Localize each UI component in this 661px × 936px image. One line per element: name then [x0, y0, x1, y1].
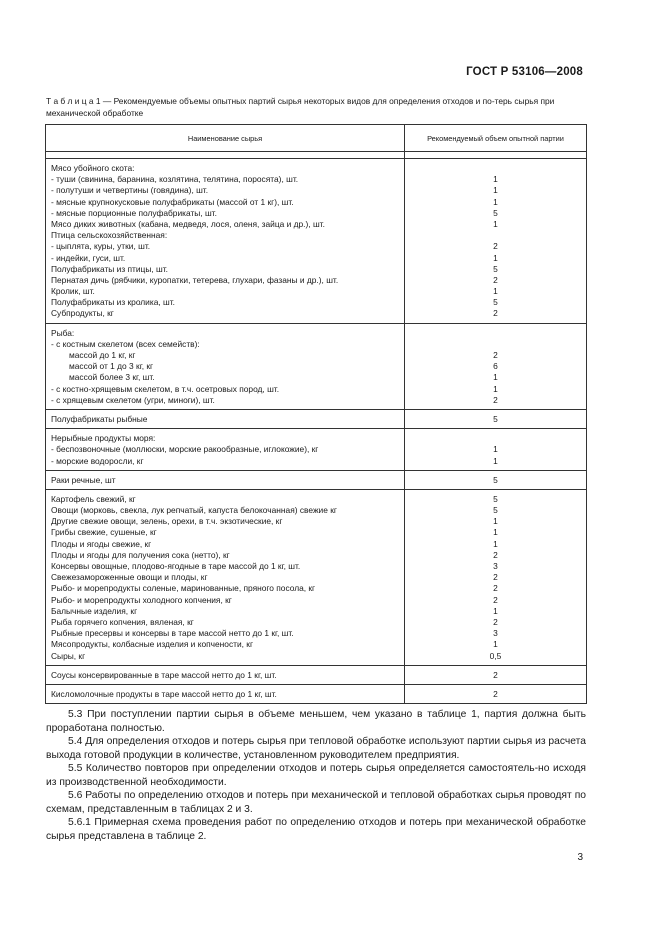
paragraph-5-3: 5.3 При поступлении партии сырья в объеме меньшем, чем указано в таблице 1, партия должна быть проработана полностью.	[46, 709, 586, 734]
table-group-row	[46, 159, 587, 324]
recommended-volume: 2	[493, 350, 498, 360]
raw-material-name: - с костным скелетом (всех семейств):	[51, 338, 200, 349]
paragraph-5-6: 5.6 Работы по определению отходов и потерь при механической и тепловой обработках сырья проводят по схемам, представленным в таблицах 2 и 3.	[46, 790, 586, 815]
raw-material-name: Свежезамороженные овощи и плоды, кг	[51, 572, 208, 583]
table-group-row	[46, 429, 587, 471]
recommended-volume: 3	[493, 561, 498, 571]
recommended-volume: 1	[493, 185, 498, 196]
raw-material-name: - мясные крупнокусковые полуфабрикаты (массой от 1 кг), шт.	[51, 196, 294, 207]
raw-material-name: - индейки, гуси, шт.	[51, 252, 126, 263]
raw-material-name: - с костно-хрящевым скелетом, в т.ч. осетровых пород, шт.	[51, 383, 280, 394]
raw-material-name: Кисломолочные продукты в таре массой нетто до 1 кг, шт.	[51, 688, 277, 699]
paragraph-5-5: 5.5 Количество повторов при определении отходов и потерь сырья определяется самостоятель-но исходя из производственной необходимости.	[46, 763, 586, 788]
recommended-volume: 1	[493, 516, 498, 527]
raw-material-name: - с хрящевым скелетом (угри, миноги), шт.	[51, 394, 215, 405]
raw-material-name: Раки речные, шт	[51, 474, 116, 485]
raw-material-name: Сыры, кг	[51, 650, 86, 661]
raw-material-name: Соусы консервированные в таре массой нетто до 1 кг, шт.	[51, 669, 277, 680]
group-names-cell	[46, 323, 405, 409]
recommended-volume	[405, 433, 586, 444]
recommended-volume: 1	[493, 605, 498, 616]
recommended-volume: 2	[493, 616, 498, 627]
raw-material-name: Балычные изделия, кг	[51, 605, 138, 616]
recommended-volume: 2	[493, 583, 498, 594]
page-number: 3	[577, 852, 583, 863]
recommended-volume	[405, 328, 586, 339]
recommended-volume: 1	[493, 252, 498, 263]
raw-material-name: Консервы овощные, плодово-ягодные в таре массой до 1 кг, шт.	[51, 561, 301, 571]
raw-material-name: - морские водоросли, кг	[51, 455, 144, 466]
recommended-volume	[405, 163, 586, 174]
group-values-cell	[405, 323, 587, 409]
raw-material-name: Субпродукты, кг	[51, 308, 114, 319]
group-names-cell	[46, 409, 405, 428]
raw-material-name: Рыба:	[51, 327, 75, 338]
recommended-volume: 1	[493, 527, 498, 538]
group-names-cell	[46, 489, 405, 665]
raw-material-name: Мясопродукты, колбасные изделия и копчености, кг	[51, 639, 254, 650]
document-id-header: ГОСТ Р 53106—2008	[466, 66, 583, 78]
table-group-row	[46, 684, 587, 703]
raw-material-name: Овощи (морковь, свекла, лук репчатый, капуста белокочанная) свежие кг	[51, 505, 337, 516]
recommended-volume: 2	[493, 549, 498, 560]
raw-material-name: Картофель свежий, кг	[51, 493, 136, 504]
recommended-volume: 5	[493, 207, 498, 218]
group-names-cell	[46, 684, 405, 703]
raw-material-name: Рыбные пресервы и консервы в таре массой нетто до 1 кг, шт.	[51, 628, 294, 639]
raw-material-name: Полуфабрикаты из кролика, шт.	[51, 297, 175, 308]
raw-material-name: Рыба горячего копчения, вяленая, кг	[51, 616, 194, 627]
recommended-volume: 5	[493, 493, 498, 504]
recommended-volume: 1	[493, 455, 498, 466]
raw-material-name: массой от 1 до 3 кг, кг	[69, 361, 154, 372]
recommended-volume: 5	[493, 474, 498, 485]
recommended-volume: 2	[493, 688, 498, 699]
raw-material-name: Грибы свежие, сушеные, кг	[51, 527, 157, 538]
table-group-row	[46, 489, 587, 665]
raw-material-name: - туши (свинина, баранина, козлятина, телятина, поросята), шт.	[51, 174, 299, 185]
raw-material-name: - цыплята, куры, утки, шт.	[51, 241, 151, 252]
recommended-volume: 1	[493, 444, 498, 455]
paragraph-5-4: 5.4 Для определения отходов и потерь сырья при тепловой обработке используют партии сырья из расчета выхода готовой продукции в количестве, установленном руководителем предприятия.	[46, 736, 586, 761]
column-header-name: Наименование сырья	[46, 125, 405, 152]
recommended-volume: 0,5	[489, 650, 502, 661]
recommended-volume: 5	[493, 297, 498, 308]
raw-material-name: массой более 3 кг, шт.	[69, 372, 155, 383]
raw-material-name: Рыбо- и морепродукты соленые, маринованные, пряного посола, кг	[51, 583, 316, 594]
recommended-volume: 2	[493, 274, 498, 285]
table-spacer-row	[46, 152, 587, 159]
raw-material-name: массой до 1 кг, кг	[69, 350, 136, 360]
group-names-cell	[46, 429, 405, 471]
raw-material-name: - мясные порционные полуфабрикаты, шт.	[51, 207, 217, 218]
raw-material-name: Полуфабрикаты рыбные	[51, 413, 148, 424]
table-group-row	[46, 665, 587, 684]
group-names-cell	[46, 159, 405, 324]
table-group-row	[46, 409, 587, 428]
raw-material-name: Нерыбные продукты моря:	[51, 433, 156, 444]
raw-material-name: Другие свежие овощи, зелень, орехи, в т.ч. экзотические, кг	[51, 516, 283, 527]
recommended-volume: 6	[493, 361, 498, 372]
recommended-volume: 1	[493, 639, 498, 650]
group-values-cell	[405, 665, 587, 684]
recommended-volume: 2	[493, 308, 498, 319]
table-group-row	[46, 470, 587, 489]
recommended-volume: 2	[493, 572, 498, 583]
recommended-volume: 1	[493, 383, 498, 394]
raw-material-name: Птица сельскохозяйственная:	[51, 230, 168, 241]
raw-material-name: Плоды и ягоды свежие, кг	[51, 538, 152, 549]
group-names-cell	[46, 665, 405, 684]
table-group-row	[46, 323, 587, 409]
raw-material-name: Мясо убойного скота:	[51, 163, 135, 173]
raw-materials-table	[45, 124, 586, 704]
raw-material-name: Полуфабрикаты из птицы, шт.	[51, 263, 168, 274]
group-values-cell	[405, 159, 587, 324]
recommended-volume: 5	[493, 505, 498, 516]
recommended-volume: 2	[493, 669, 498, 680]
recommended-volume: 2	[493, 241, 498, 252]
group-values-cell	[405, 684, 587, 703]
group-values-cell	[405, 409, 587, 428]
raw-material-name: - полутуши и четвертины (говядина), шт.	[51, 185, 209, 196]
recommended-volume	[405, 230, 586, 241]
group-values-cell	[405, 429, 587, 471]
group-values-cell	[405, 470, 587, 489]
recommended-volume: 1	[493, 286, 498, 297]
recommended-volume: 2	[493, 394, 498, 405]
table-caption: Т а б л и ц а 1 — Рекомендуемые объемы опытных партий сырья некоторых видов для определения отходов и по-терь сырья при механической обработке	[46, 96, 555, 118]
raw-material-name: Рыбо- и морепродукты холодного копчения, кг	[51, 594, 232, 605]
raw-material-name: Плоды и ягоды для получения сока (нетто), кг	[51, 549, 230, 560]
recommended-volume	[405, 339, 586, 350]
raw-material-name: Кролик, шт.	[51, 286, 95, 297]
recommended-volume: 1	[493, 218, 498, 229]
group-names-cell	[46, 470, 405, 489]
recommended-volume: 2	[493, 594, 498, 605]
column-header-volume: Рекомендуемый объем опытной партии	[405, 125, 587, 152]
recommended-volume: 5	[493, 263, 498, 274]
recommended-volume: 1	[493, 196, 498, 207]
recommended-volume: 1	[493, 372, 498, 383]
recommended-volume: 1	[493, 174, 498, 185]
raw-material-name: Мясо диких животных (кабана, медведя, лося, оленя, зайца и др.), шт.	[51, 218, 325, 229]
recommended-volume: 3	[493, 628, 498, 639]
recommended-volume: 5	[493, 413, 498, 424]
raw-material-name: Пернатая дичь (рябчики, куропатки, тетерева, глухари, фазаны и др.), шт.	[51, 274, 339, 285]
paragraph-5-6-1: 5.6.1 Примерная схема проведения работ по определению отходов и потерь при механической обработке сырья представлена в таблице 2.	[46, 817, 586, 842]
group-values-cell	[405, 489, 587, 665]
recommended-volume: 1	[493, 538, 498, 549]
raw-material-name: - беспозвоночные (моллюски, морские ракообразные, иглокожие), кг	[51, 444, 319, 455]
